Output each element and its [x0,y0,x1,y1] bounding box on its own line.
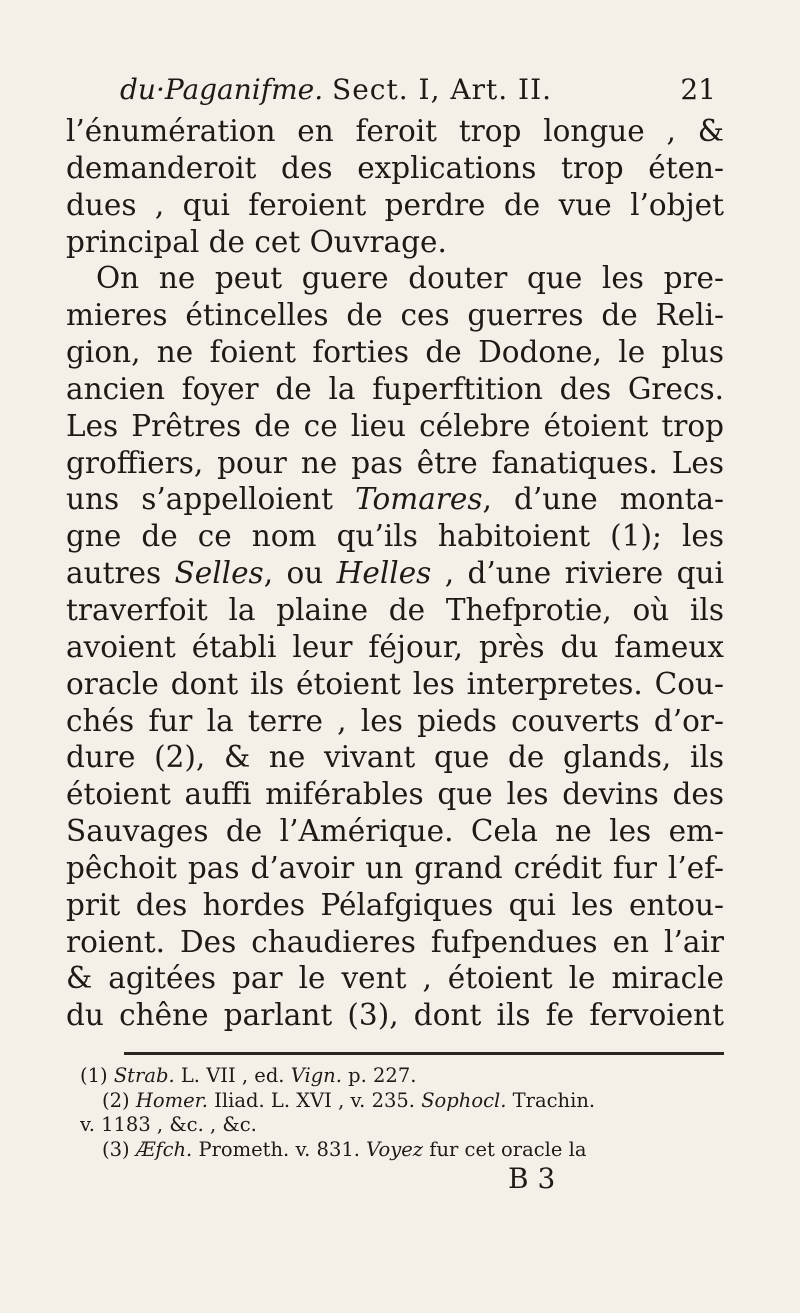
footnote-reference: Voyez [366,1138,424,1162]
signature-mark: B 3 [508,1162,556,1195]
text-line: mieres étincelles de ces guerres de Reli- [66,298,724,333]
text-segment: autres [66,556,175,591]
text-line: chés fur la terre , les pieds couverts d’or- [66,703,724,738]
text-segment: uns s’appelloient [66,482,356,517]
text-line: traverfoit la plaine de Thefprotie, où ils [66,592,724,627]
page-number: 21 [680,73,716,106]
running-head [120,70,716,110]
text-line: demanderoit des explications trop éten- [66,150,724,185]
running-head-section: Sect. I, Art. II. [332,73,553,106]
italic-term: Helles [336,556,432,591]
text-line: groffiers, pour ne pas être fanatiques. Les [66,445,724,480]
running-head-title: du·Paganifme. [120,73,324,106]
footnote-1 [80,1064,726,1089]
text-line: l’énumération en feroit trop longue , & [66,114,724,148]
footnote-divider [124,1052,724,1055]
body-text [66,113,724,1034]
text-line: roient. Des chaudieres fufpendues en l’air [66,924,724,959]
footnote-3 [80,1138,726,1163]
footnote-editor: Vign. [290,1064,342,1087]
text-line [66,555,724,592]
footnote-number: (1) [80,1064,108,1087]
text-segment: , d’une monta- [482,482,724,517]
text-line: gne de ce nom qu’ils habitoient (1); les [66,519,724,554]
footnote-2-continuation: v. 1183 , &c. , &c. [80,1113,257,1137]
text-segment: , ou [263,556,337,591]
footnote-text: L. VII , ed. [174,1064,291,1087]
footnotes [80,1064,726,1163]
footnote-text: Trachin. [506,1088,596,1112]
text-line: du chêne parlant (3), dont ils fe fervoient [66,998,724,1033]
text-line: & agitées par le vent , étoient le miracle [66,961,724,996]
text-line: pêchoit pas d’avoir un grand crédit fur l’ef- [66,850,724,885]
footnote-text: fur cet oracle la [423,1138,587,1162]
footnote-author: Strab. [113,1064,175,1087]
text-line: gion, ne foient forties de Dodone, le plus [66,335,724,370]
text-line: dure (2), & ne vivant que de glands, ils [66,740,724,775]
text-line: prit des hordes Pélafgiques qui les entou- [66,887,724,922]
footnote-text: p. 227. [341,1064,417,1087]
text-line: Sauvages de l’Amérique. Cela ne les em- [66,814,724,849]
footnote-author: Æfch. [135,1138,193,1162]
text-line: principal de cet Ouvrage. [66,224,447,259]
text-line: oracle dont ils étoient les interpretes. Cou- [66,666,724,701]
footnote-author: Homer. [135,1088,208,1112]
italic-term: Tomares [355,482,483,517]
footnote-number: (2) [102,1088,130,1112]
text-line: On ne peut guere douter que les pre- [96,261,724,296]
text-line: ancien foyer de la fuperftition des Grecs. [66,371,724,406]
italic-term: Selles [174,556,264,591]
footnote-text: Prometh. v. 831. [192,1138,367,1162]
text-line: étoient auffi miférables que les devins des [66,777,724,812]
text-line: dues , qui feroient perdre de vue l’objet [66,187,724,222]
footnote-author: Sophocl. [421,1088,507,1112]
footnote-text: Iliad. L. XVI , v. 235. [207,1088,422,1112]
text-segment: , d’une riviere qui [431,556,724,591]
text-line: Les Prêtres de ce lieu célebre étoient trop [66,408,724,443]
text-line [66,481,724,518]
footnote-number: (3) [102,1138,130,1162]
footnote-2 [80,1089,726,1114]
text-line: avoient établi leur féjour, près du fameux [66,629,724,664]
